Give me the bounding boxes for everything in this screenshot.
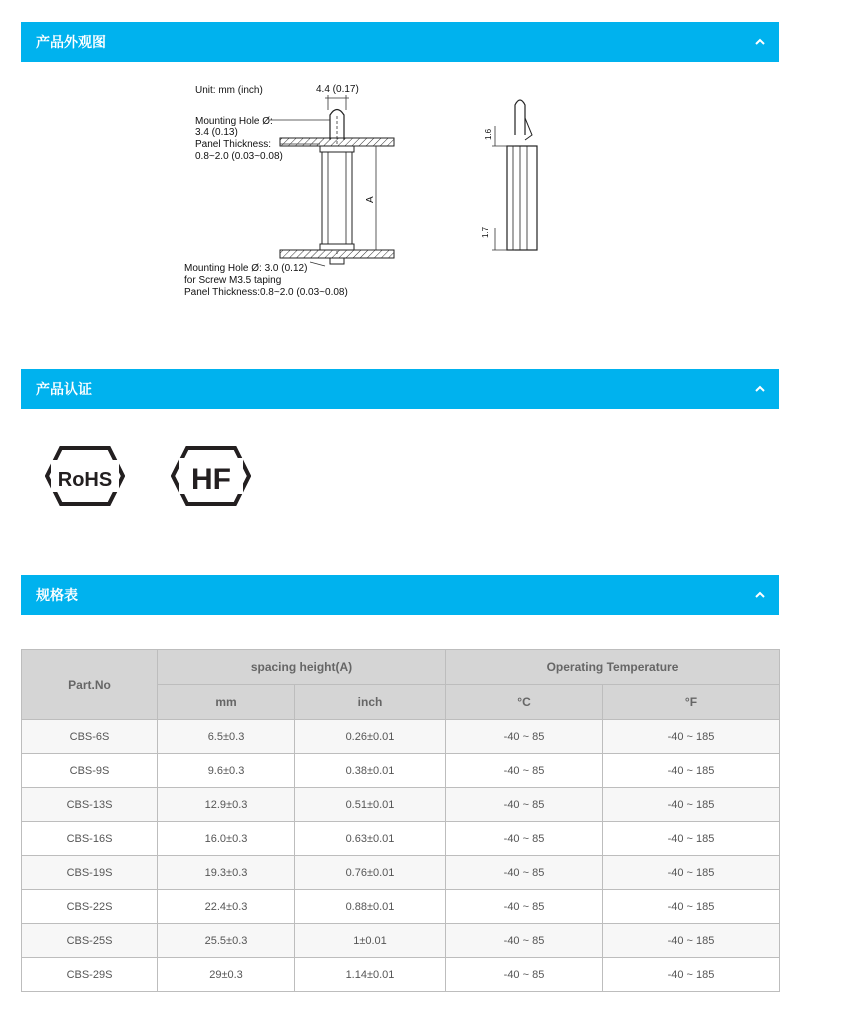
cell-part: CBS-16S [22,822,158,856]
panel-top-label: Panel Thickness: [195,139,271,150]
panel-bottom-label: Panel Thickness:0.8~2.0 (0.03~0.08) [184,287,348,298]
height-a-label: A [365,196,376,203]
section-header-appearance[interactable] [21,22,779,62]
side-top-dim: 1.6 [484,128,493,140]
cell-fahrenheit: -40 ~ 185 [603,890,780,924]
cell-celsius: -40 ~ 85 [446,720,603,754]
spec-table [21,649,780,992]
cell-celsius: -40 ~ 85 [446,788,603,822]
cell-fahrenheit: -40 ~ 185 [603,924,780,958]
section-header-certification[interactable] [21,369,779,409]
header-fahrenheit: °F [603,685,780,720]
header-celsius: °C [446,685,603,720]
cell-part: CBS-22S [22,890,158,924]
cell-celsius: -40 ~ 85 [446,754,603,788]
chevron-up-icon[interactable] [753,383,767,395]
cell-celsius: -40 ~ 85 [446,924,603,958]
header-operating-temperature: Operating Temperature [446,650,780,685]
table-row [22,856,780,890]
hf-logo [171,440,251,512]
cell-fahrenheit: -40 ~ 185 [603,720,780,754]
cell-inch: 0.26±0.01 [295,720,446,754]
cell-fahrenheit: -40 ~ 185 [603,958,780,992]
cell-mm: 22.4±0.3 [158,890,295,924]
cell-part: CBS-19S [22,856,158,890]
panel-top-value: 0.8~2.0 (0.03~0.08) [195,151,283,162]
cell-mm: 6.5±0.3 [158,720,295,754]
product-drawing [170,80,560,305]
header-inch: inch [295,685,446,720]
hole-top-value: 3.4 (0.13) [195,127,238,138]
table-row [22,720,780,754]
cell-fahrenheit: -40 ~ 185 [603,788,780,822]
section-title-appearance: 产品外观图 [36,34,106,50]
chevron-up-icon[interactable] [753,589,767,601]
cell-fahrenheit: -40 ~ 185 [603,754,780,788]
cell-part: CBS-29S [22,958,158,992]
top-width-label: 4.4 (0.17) [316,84,359,95]
table-row [22,924,780,958]
cell-inch: 0.51±0.01 [295,788,446,822]
cell-part: CBS-25S [22,924,158,958]
table-row [22,958,780,992]
hole-top-label: Mounting Hole Ø: [195,116,273,127]
cell-inch: 1.14±0.01 [295,958,446,992]
cell-celsius: -40 ~ 85 [446,856,603,890]
cell-fahrenheit: -40 ~ 185 [603,856,780,890]
cell-mm: 16.0±0.3 [158,822,295,856]
unit-label: Unit: mm (inch) [195,85,263,96]
table-row [22,788,780,822]
cell-part: CBS-9S [22,754,158,788]
cell-inch: 1±0.01 [295,924,446,958]
side-bottom-dim: 1.7 [481,226,490,238]
hole-bottom-label: Mounting Hole Ø: 3.0 (0.12) [184,263,308,274]
cell-inch: 0.76±0.01 [295,856,446,890]
cell-inch: 0.38±0.01 [295,754,446,788]
table-row [22,822,780,856]
table-row [22,890,780,924]
cell-inch: 0.88±0.01 [295,890,446,924]
cell-inch: 0.63±0.01 [295,822,446,856]
hf-text: HF [191,463,231,496]
cell-fahrenheit: -40 ~ 185 [603,822,780,856]
cell-part: CBS-13S [22,788,158,822]
cell-mm: 29±0.3 [158,958,295,992]
cell-mm: 12.9±0.3 [158,788,295,822]
cell-celsius: -40 ~ 85 [446,890,603,924]
cell-celsius: -40 ~ 85 [446,958,603,992]
cell-mm: 19.3±0.3 [158,856,295,890]
section-title-certification: 产品认证 [36,381,92,397]
cell-mm: 9.6±0.3 [158,754,295,788]
cell-mm: 25.5±0.3 [158,924,295,958]
table-row [22,754,780,788]
cell-part: CBS-6S [22,720,158,754]
chevron-up-icon[interactable] [753,36,767,48]
cell-celsius: -40 ~ 85 [446,822,603,856]
header-mm: mm [158,685,295,720]
header-spacing-height: spacing height(A) [158,650,446,685]
screw-label: for Screw M3.5 taping [184,275,282,286]
section-title-spec-table: 规格表 [36,587,78,603]
rohs-logo [45,440,125,512]
rohs-text: RoHS [57,469,113,491]
header-part-no: Part.No [22,650,158,720]
section-header-spec-table[interactable] [21,575,779,615]
